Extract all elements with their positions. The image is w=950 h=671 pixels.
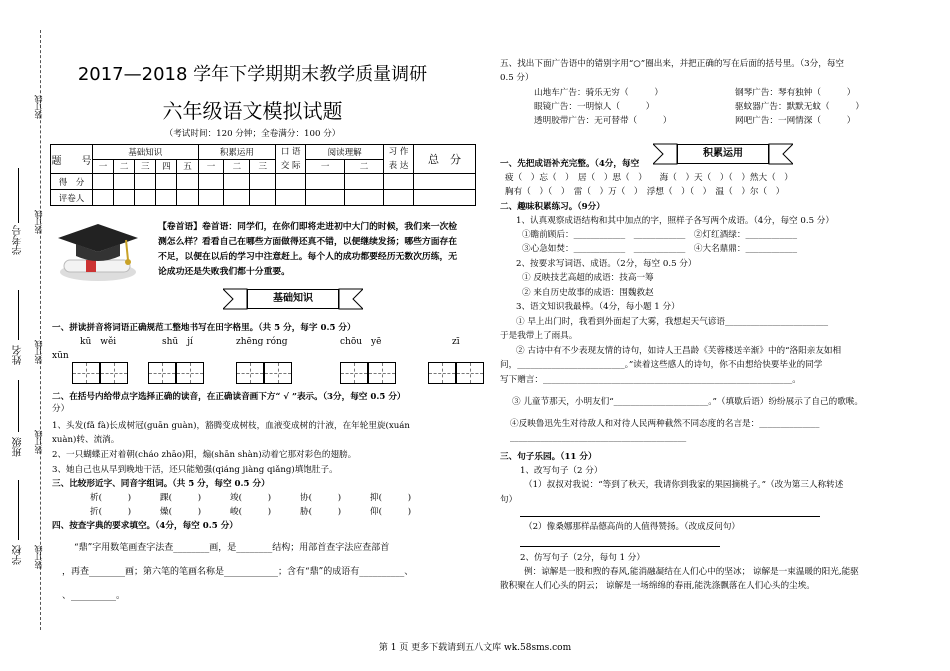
binding-line-label: 装订线 [34, 430, 43, 454]
q3-item: 胁( ) [300, 507, 342, 517]
q3-item: 抑( ) [370, 493, 412, 503]
j3-s1a: （1）叔叔对我说：“等到了秋天，我请你到我家的果园摘桃子。”（改为第三人称转述 [524, 480, 844, 490]
q4-line3: 、__________。 [62, 591, 126, 601]
exam-number-label: 学考号 [13, 225, 24, 255]
j2-s3a: ① 早上出门时，我看到外面起了大雾，我想起天气谚语________________________ [516, 317, 829, 327]
school-label: 学校 [13, 545, 24, 565]
q3-item: 协( ) [300, 493, 342, 503]
q3-item: 踝( ) [160, 493, 202, 503]
answer-line [520, 516, 820, 517]
q2-line1: 1、头发(fǎ fà)长成树冠(guān guàn)，豁腾变成树枝，血液变成树的汁液，在年轮里旋(xuán [52, 421, 410, 431]
q5-title: 五、找出下面广告语中的错别字用“○”圈出来，并把正确的写在后面的括号里。（3分，每空 [500, 59, 845, 69]
q5-title-cont: 0.5 分） [500, 73, 534, 83]
exam-title: 2017—2018 学年下学期期末教学质量调研 [77, 64, 428, 85]
q2-title: 二、在括号内给带点字选择正确的读音，在正确读音画下方“ √ ”表示。（3分，每空 0.5 分） [52, 392, 406, 402]
j3-s2: 2、仿写句子（2分，每句 1 分） [520, 553, 645, 563]
j2-s3c: ② 古诗中有不少表现友情的诗句，如诗人王昌龄《芙蓉楼送辛渐》中的“洛阳亲友如相 [516, 346, 842, 356]
j3-title: 三、句子乐园。（11 分） [500, 452, 597, 462]
j3-s1c: （2）像桑娜那样品德高尚的人值得赞扬。（改成反问句） [524, 522, 741, 532]
j2-s3h: _________________________________________ [510, 433, 687, 443]
q5-ad: 钢琴广告：琴有独钟（ ） [735, 88, 856, 98]
col-num: 四 [156, 159, 177, 174]
score-row-label: 得 分 [51, 174, 93, 190]
q3-item: 折( ) [90, 507, 132, 517]
q3-item: 仰( ) [370, 507, 412, 517]
q4-line2: ，再查________画；第六笔的笔画名称是____________；含有“鼎”的成语有__________、 [62, 567, 414, 577]
tianzige-group [148, 362, 204, 388]
col-num: 二 [114, 159, 135, 174]
tianzige-group [428, 362, 484, 388]
jichu-header: 基础知识 [93, 145, 199, 160]
page-footer: 第 1 页 更多下载请到五八文库 wk.58sms.com [378, 643, 572, 653]
grader-row-label: 评卷人 [51, 190, 93, 206]
graduation-cap-icon [56, 220, 140, 284]
q1-pinyin-1: kū wěi [80, 337, 117, 347]
tianzige-group [72, 362, 128, 388]
exam-info: （考试时间：120 分钟；全卷满分：100 分） [164, 129, 341, 139]
q1-pinyin-2: shū jí [162, 337, 193, 347]
col-num: 一 [306, 159, 345, 174]
q5-ad: 眼镜广告：一明惊人（ ） [534, 102, 655, 112]
kouyu-header: 口 语 交 际 [276, 145, 306, 174]
j1-line1: 疲（ ）忘（ ） 居（ ）思（ ） 海（ ）天（ ）（ ）然大（ ） [505, 173, 793, 183]
q4-line1: “鼎”字用数笔画查字法查________画，是________结构；用部首查字法应查部首 [74, 543, 390, 553]
q5-ad: 网吧广告：一网情深（ ） [735, 116, 856, 126]
tihao-header: 题 号 [51, 145, 93, 174]
class-label: 班级 [13, 437, 24, 457]
binding-line-label: 装订线 [34, 210, 43, 234]
col-num: 五 [177, 159, 198, 174]
j2-s3e: 写下赠言：__________________________________________________________。 [500, 375, 801, 385]
q1-pinyin-5: zī [452, 337, 460, 347]
j2-s3: 3、语文知识我最棒。（4分，每小题 1 分） [516, 302, 680, 312]
q3-item: 燥( ) [160, 507, 202, 517]
j2-s3g: ④反映鲁迅先生对待敌人和对待人民两种截然不同态度的名言是：______________ [510, 419, 820, 429]
col-num: 二 [224, 159, 250, 174]
binding-line-label: 装订线 [34, 95, 43, 119]
j1-title: 一、先把成语补充完整。（4分，每空 [500, 159, 640, 169]
j2-s3b: 于是我带上了雨具。 [500, 331, 578, 341]
col-num: 三 [135, 159, 156, 174]
q3-title: 三、比较形近字、同音字组词。（共 5 分，每空 0.5 分） [52, 479, 270, 489]
tianzige-group [340, 362, 396, 388]
j2-s2b: ② 来自历史故事的成语：围魏救赵 [522, 288, 654, 298]
name-label: 姓名 [13, 345, 24, 365]
j2-s3d: 问，_________________________。”读着这些感人的诗句，你不由想给快要毕业的同学 [500, 360, 823, 370]
yuedu-header: 阅读理解 [306, 145, 384, 160]
j3-s2a: 例：谅解是一股和煦的春风,能消融凝结在人们心中的坚冰； 谅解是一束温暖的阳光,能驱 [524, 567, 859, 577]
j2-s1a: ①瞻前顾后：____________ ____________ ②灯红酒绿：____________ [522, 230, 798, 240]
binding-sidebar [0, 0, 54, 671]
score-table [50, 144, 476, 206]
j2-s2a: ① 反映技艺高超的成语：技高一筹 [522, 273, 654, 283]
j2-s2: 2、按要求写词语、成语。（2分，每空 0.5 分） [516, 259, 697, 269]
q2-line3: 3、她自己也从早到晚地干活，还只能勉强(qiáng jiàng qiǎng)填饱肚子。 [52, 465, 338, 475]
q2-blank: 分） [52, 404, 70, 414]
col-num: 一 [198, 159, 224, 174]
q1-pinyin-4: chōu yē [340, 337, 382, 347]
j3-s2b: 散积聚在人们心头的阴云； 谅解是一场绵绵的春雨,能洗涤飘落在人们心头的尘埃。 [500, 581, 815, 591]
q3-item: 峻( ) [230, 507, 272, 517]
q1-title: 一、拼读拼音将词语正确规范工整地书写在田字格里。（共 5 分，每字 0.5 分） [52, 323, 356, 333]
xizuo-header: 习 作 表 达 [384, 145, 414, 174]
q3-item: 竣( ) [230, 493, 272, 503]
intro-text: 【卷首语】卷首语：同学们，在你们即将走进初中大门的时候，我们来一次检测怎么样？看看自己在哪些方面做得还真不错，以便继续发扬；哪些方面存在不足，以便在以后的学习中注意赶上。每个人的成功都要经历无数次历练，无论成功还是失败我们都十分重要。 [158, 222, 458, 277]
answer-line [520, 546, 720, 547]
total-header: 总 分 [414, 145, 476, 174]
q1-pinyin-6: xūn [52, 351, 69, 361]
q4-title: 四、按查字典的要求填空。（4分，每空 0.5 分） [52, 521, 238, 531]
col-num: 三 [250, 159, 276, 174]
col-num: 二 [345, 159, 384, 174]
binding-line [40, 30, 41, 630]
q2-line1b: xuàn)转、流淌。 [52, 435, 120, 445]
q1-pinyin-3: zhēng róng [236, 337, 288, 347]
j2-s1: 1、认真观察成语结构和其中加点的字，照样子各写两个成语。（4分，每空 0.5 分） [516, 216, 834, 226]
tianzige-group [236, 362, 292, 388]
section-banner-jichu: 基础知识 [223, 285, 363, 313]
j1-line2: 胸有（ ）（ ） 雷（ ）万（ ） 浮想（ ）（ ） 温（ ）尔（ ） [505, 187, 785, 197]
q5-ad: 驱蚊器广告：默默无蚊（ ） [735, 102, 864, 112]
j2-s1b: ③心急如焚：____________ ____________ ④大名鼎鼎：____________ [522, 244, 798, 254]
q5-ad: 透明胶带广告：无可替带（ ） [534, 116, 672, 126]
j2-s3f: ③ 儿童节那天，小明友们“______________________。”（填歇后语）纷纷展示了自己的歌喉。 [512, 397, 863, 407]
q5-ad: 山地车广告：骑乐无穷（ ） [534, 88, 663, 98]
j3-s1b: 句） [500, 495, 518, 505]
q2-line2: 2、一只蝴蝶正对着朝(cháo zhāo)阳，煽(shān shàn)动着它那对彩色的翅膀。 [52, 450, 357, 460]
section-banner-jilei: 积累运用 [653, 140, 793, 168]
col-num: 一 [93, 159, 114, 174]
binding-line-label: 装订线 [34, 545, 43, 569]
j3-s1: 1、改写句子（2 分） [520, 466, 603, 476]
jilei-header: 积累运用 [198, 145, 276, 160]
q3-item: 析( ) [90, 493, 132, 503]
exam-subtitle: 六年级语文模拟试题 [162, 99, 343, 123]
binding-line-label: 装订线 [34, 340, 43, 364]
j2-title: 二、趣味积累练习。（9分） [500, 202, 605, 212]
